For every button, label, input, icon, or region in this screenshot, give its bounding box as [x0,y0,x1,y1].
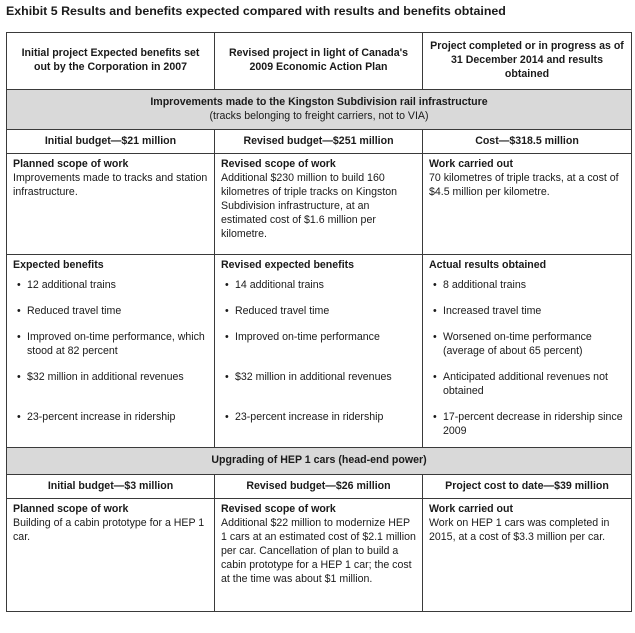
budget-row-hep1 [7,475,632,499]
benefits-heading: Expected benefits [13,259,104,271]
scope-heading: Work carried out [429,503,513,515]
header-revised-project: Revised project in light of Canada's 2009 Economic Action Plan [215,33,423,90]
list-item: • 8 additional trains [429,279,625,293]
scope-heading: Work carried out [429,158,513,170]
section-title: Improvements made to the Kingston Subdivision rail infrastructure [150,95,488,108]
list-item: • Worsened on-time performance (average of about 65 percent) [429,331,625,359]
benefits-heading: Revised expected benefits [221,259,355,271]
benefits-list [429,279,625,439]
header-completed-project: Project completed or in progress as of 31 December 2014 and results obtained [423,33,632,90]
scope-text: Additional $22 million to modernize HEP 1 cars at an estimated cost of $2.1 million per car. Cancellation of plan to build a cabin prototype for a HEP 1 car; the cost at the time was about $1 million. [221,516,416,585]
scope-row-kingston [7,154,632,255]
list-item: • 17-percent decrease in ridership since 2009 [429,411,625,439]
budget-cell: Initial budget—$21 million [7,130,215,154]
scope-heading: Planned scope of work [13,158,129,170]
list-item: • 12 additional trains [13,279,208,293]
benefits-cell [7,255,215,448]
benefits-cell [423,255,632,448]
benefits-list [13,279,208,425]
list-item: • Improved on-time performance, which stood at 82 percent [13,331,208,359]
list-item: • Reduced travel time [221,305,416,319]
scope-cell [423,154,632,255]
section-row-hep1 [7,448,632,475]
section-hep1 [7,448,632,475]
section-title: Upgrading of HEP 1 cars (head-end power) [211,454,427,467]
list-item: • Increased travel time [429,305,625,319]
benefits-cell [215,255,423,448]
list-item: • $32 million in additional revenues [13,371,208,385]
budget-cell: Revised budget—$251 million [215,130,423,154]
budget-cell: Initial budget—$3 million [7,475,215,499]
section-subtitle: (tracks belonging to freight carriers, not to VIA) [209,109,429,122]
list-item: • 23-percent increase in ridership [13,411,208,425]
benefits-list [221,279,416,425]
scope-row-hep1 [7,499,632,612]
list-item: • Improved on-time performance [221,331,416,345]
scope-text: Work on HEP 1 cars was completed in 2015, at a cost of $3.3 million per car. [429,516,610,543]
scope-cell [7,154,215,255]
budget-cell: Project cost to date—$39 million [423,475,632,499]
scope-text: 70 kilometres of triple tracks, at a cost of $4.5 million per kilometre. [429,171,619,198]
scope-text: Additional $230 million to build 160 kilometres of triple tracks on Kingston Subdivision infrastructure, at an estimated cost of $1.6 million per kilometre. [221,171,398,240]
scope-cell [423,499,632,612]
budget-cell: Cost—$318.5 million [423,130,632,154]
list-item: • $32 million in additional revenues [221,371,416,385]
scope-heading: Revised scope of work [221,158,336,170]
list-item: • 23-percent increase in ridership [221,411,416,425]
budget-cell: Revised budget—$26 million [215,475,423,499]
scope-cell [215,499,423,612]
comparison-table [6,32,632,612]
benefits-heading: Actual results obtained [429,259,547,271]
list-item: • Anticipated additional revenues not obtained [429,371,625,399]
header-row [7,33,632,90]
scope-cell [7,499,215,612]
header-initial-project: Initial project Expected benefits set out by the Corporation in 2007 [7,33,215,90]
scope-text: Building of a cabin prototype for a HEP 1 car. [13,516,205,543]
budget-row-kingston [7,130,632,154]
exhibit-title: Exhibit 5 Results and benefits expected compared with results and benefits obtained [6,4,506,18]
list-item: • 14 additional trains [221,279,416,293]
scope-text: Improvements made to tracks and station infrastructure. [13,171,208,198]
section-row-kingston [7,90,632,130]
scope-cell [215,154,423,255]
section-kingston [7,90,632,130]
list-item: • Reduced travel time [13,305,208,319]
scope-heading: Revised scope of work [221,503,336,515]
benefits-row-kingston [7,255,632,448]
scope-heading: Planned scope of work [13,503,129,515]
